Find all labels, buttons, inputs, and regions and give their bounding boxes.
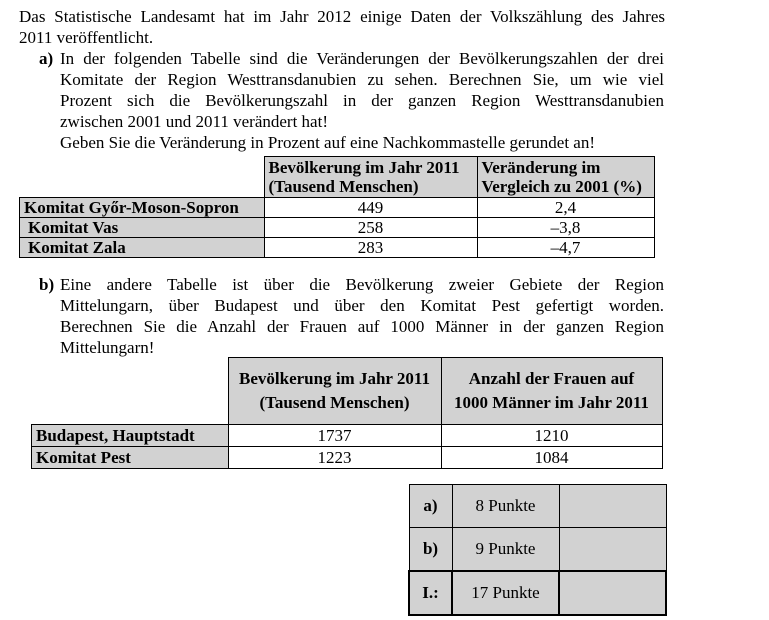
population-change-table — [19, 156, 655, 258]
women-cell: 1210 — [441, 425, 662, 447]
women-cell: 1084 — [441, 447, 662, 469]
part-a-text — [60, 48, 664, 153]
population-cell: 1223 — [228, 447, 441, 469]
score-row-total — [409, 571, 666, 615]
score-total-points: 17 Punkte — [452, 571, 559, 615]
row-label: Komitat Győr-Moson-Sopron — [20, 198, 265, 218]
score-entry-field[interactable] — [559, 528, 666, 572]
part-b-line: Mittelungarn, über Budapest und über den Komitat Pest gefertigt worden. — [60, 296, 664, 315]
part-b-marker: b) — [39, 275, 55, 294]
women-per-men-table — [31, 357, 663, 469]
score-entry-field[interactable] — [559, 485, 666, 528]
score-row — [409, 485, 666, 528]
population-cell: 258 — [264, 218, 477, 238]
row-label: Komitat Pest — [32, 447, 229, 469]
part-a-line: zwischen 2001 und 2011 verändert hat! — [60, 112, 328, 131]
part-a-line: Geben Sie die Veränderung in Prozent auf eine Nachkommastelle gerundet an! — [60, 133, 595, 152]
score-part-label: a) — [409, 485, 452, 528]
population-cell: 1737 — [228, 425, 441, 447]
population-cell: 449 — [264, 198, 477, 218]
part-b-line: Mittelungarn! — [60, 338, 155, 357]
column-header-population: Bevölkerung im Jahr 2011 (Tausend Menschen) — [228, 358, 441, 425]
intro-text — [19, 6, 665, 48]
part-a-line: Komitate der Region Westtransdanubien zu sehen. Berechnen Sie, um wie viel — [60, 70, 664, 89]
score-part-label: b) — [409, 528, 452, 572]
column-header-women-per-1000: Anzahl der Frauen auf 1000 Männer im Jahr 2011 — [441, 358, 662, 425]
change-cell: –3,8 — [477, 218, 654, 238]
population-cell: 283 — [264, 238, 477, 258]
row-label: Komitat Vas — [20, 218, 265, 238]
row-label: Komitat Zala — [20, 238, 265, 258]
column-header-population: Bevölkerung im Jahr 2011 (Tausend Menschen) — [264, 157, 477, 198]
row-label: Budapest, Hauptstadt — [32, 425, 229, 447]
part-b-text — [60, 274, 664, 358]
score-total-label: I.: — [409, 571, 452, 615]
part-b-line: Eine andere Tabelle ist über die Bevölkerung zweier Gebiete der Region — [60, 275, 664, 294]
score-table — [408, 484, 667, 616]
table-row — [20, 198, 655, 218]
part-a-line: Prozent sich die Bevölkerungszahl in der ganzen Region Westtransdanubien — [60, 91, 664, 110]
table-row — [32, 425, 663, 447]
score-row — [409, 528, 666, 572]
table-row — [32, 447, 663, 469]
table-row — [20, 238, 655, 258]
score-total-entry-field[interactable] — [559, 571, 666, 615]
part-b-line: Berechnen Sie die Anzahl der Frauen auf 1000 Männer in der ganzen Region — [60, 317, 664, 336]
intro-line-1: Das Statistische Landesamt hat im Jahr 2012 einige Daten der Volkszählung des Jahres — [19, 7, 665, 26]
empty-header-cell — [32, 358, 229, 425]
change-cell: 2,4 — [477, 198, 654, 218]
part-a-marker: a) — [39, 49, 54, 68]
table-row — [20, 218, 655, 238]
part-a-line: In der folgenden Tabelle sind die Veränderungen der Bevölkerungszahlen der drei — [60, 49, 664, 68]
empty-header-cell — [20, 157, 265, 198]
score-points: 8 Punkte — [452, 485, 559, 528]
change-cell: –4,7 — [477, 238, 654, 258]
column-header-change: Veränderung im Vergleich zu 2001 (%) — [477, 157, 654, 198]
score-points: 9 Punkte — [452, 528, 559, 572]
intro-line-2: 2011 veröffentlicht. — [19, 28, 154, 47]
